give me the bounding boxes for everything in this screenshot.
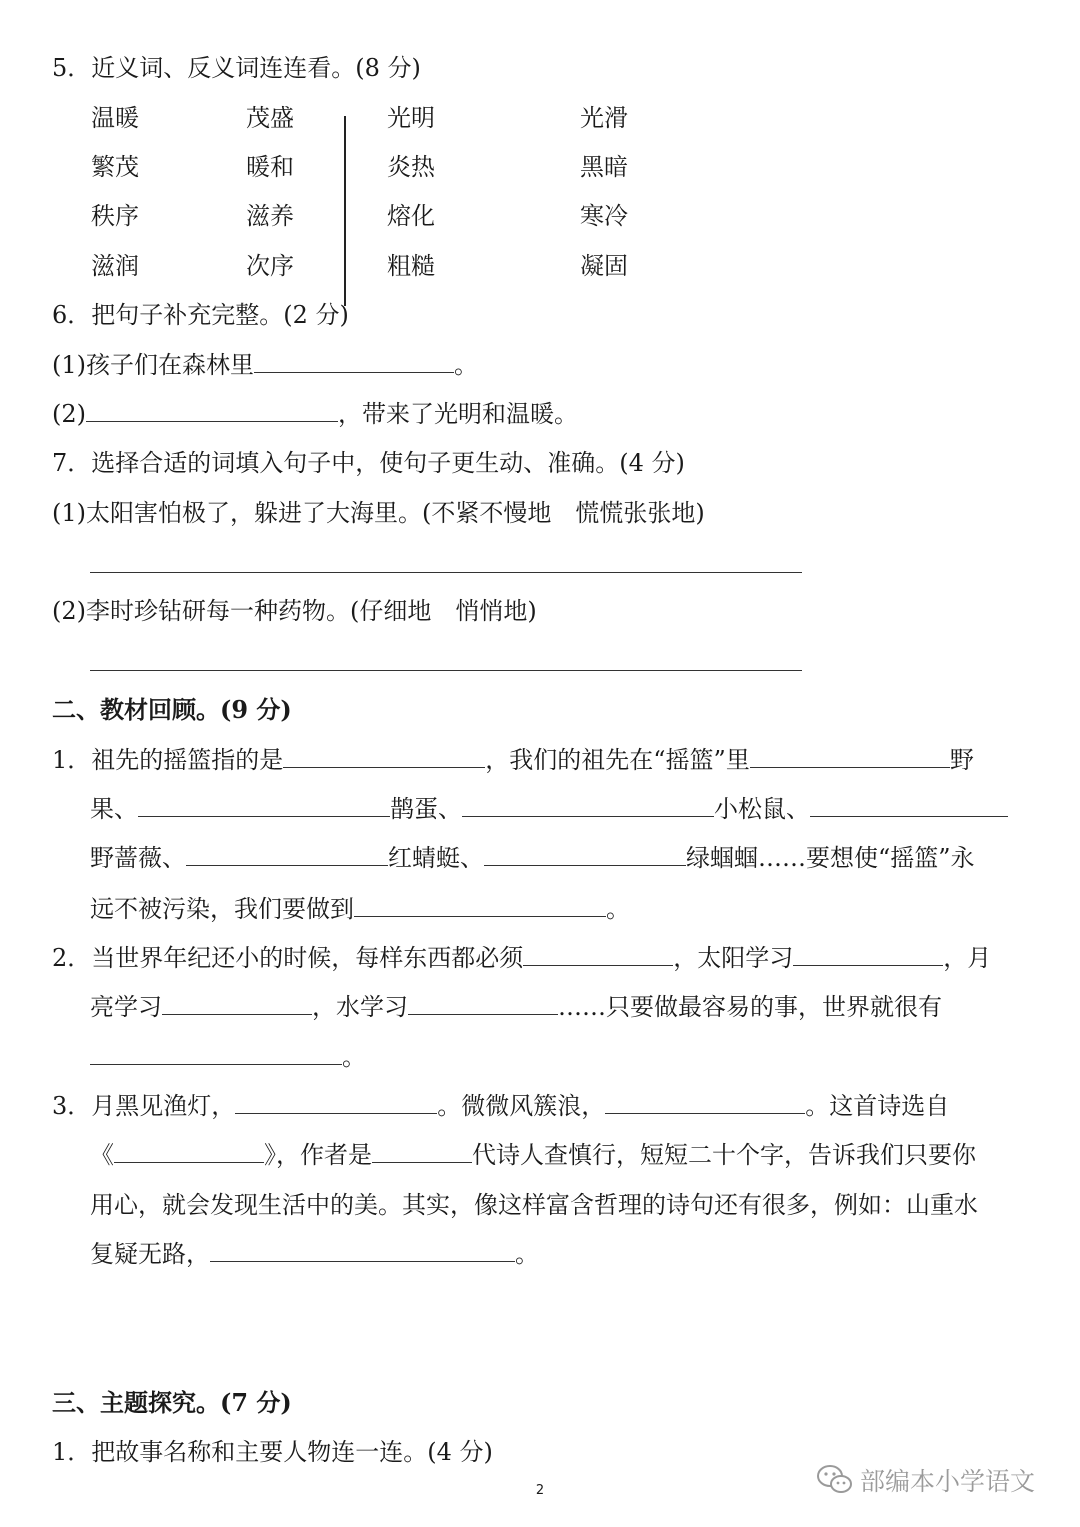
q5-word: 滋润	[91, 252, 139, 280]
wechat-icon	[816, 1464, 854, 1496]
text: ，太阳学习	[673, 944, 794, 972]
s2-q1-line4	[90, 894, 630, 924]
q5-word: 暖和	[246, 153, 294, 181]
section3-heading: 三、主题探究。(7 分)	[52, 1388, 292, 1417]
q5-word: 滋养	[246, 202, 294, 230]
answer-blank[interactable]	[90, 1042, 342, 1065]
text: 野	[949, 746, 974, 774]
s2-q1-line3	[90, 843, 975, 873]
s2-q2-line3	[90, 1042, 366, 1072]
q6-s1-end: 。	[454, 351, 478, 379]
s2-q3-line2	[90, 1140, 976, 1170]
text: 《	[90, 1141, 114, 1169]
text: 鹊蛋、	[390, 795, 462, 823]
answer-blank[interactable]	[605, 1091, 805, 1114]
section2-heading: 二、教材回顾。(9 分)	[52, 695, 292, 724]
s2-q1-line2	[90, 794, 1008, 824]
answer-line[interactable]	[90, 670, 802, 671]
s3-q1: 1．把故事名称和主要人物连一连。(4 分)	[52, 1438, 493, 1466]
text: ，月	[943, 944, 992, 972]
q5-word: 黑暗	[580, 153, 628, 181]
answer-blank[interactable]	[750, 745, 950, 768]
text: 远不被污染，我们要做到	[90, 895, 354, 923]
text: 红蜻蜓、	[388, 844, 484, 872]
text: 。	[606, 895, 630, 923]
answer-blank[interactable]	[114, 1140, 264, 1163]
text: 。	[515, 1240, 539, 1268]
s2-q2-line1	[52, 943, 991, 973]
q5-title: 5．近义词、反义词连连看。(8 分)	[52, 54, 421, 82]
q6-sentence-2	[52, 399, 578, 429]
answer-blank[interactable]	[408, 992, 558, 1015]
q7-sentence-1: (1)太阳害怕极了，躲进了大海里。(不紧不慢地 慌慌张张地)	[52, 499, 705, 527]
answer-blank[interactable]	[254, 350, 454, 373]
q5-word: 熔化	[387, 202, 435, 230]
answer-blank[interactable]	[162, 992, 312, 1015]
s2-q1-line1	[52, 745, 974, 775]
answer-blank[interactable]	[810, 794, 1008, 817]
answer-blank[interactable]	[283, 745, 485, 768]
text: 3．月黑见渔灯，	[52, 1092, 236, 1120]
q5-word: 光滑	[580, 104, 628, 132]
q5-word: 温暖	[91, 104, 139, 132]
q7-title: 7．选择合适的词填入句子中，使句子更生动、准确。(4 分)	[52, 449, 685, 477]
answer-blank[interactable]	[354, 894, 606, 917]
answer-blank[interactable]	[210, 1239, 515, 1262]
text: 复疑无路，	[90, 1240, 210, 1268]
text: ，我们的祖先在“摇篮”里	[485, 746, 750, 774]
q6-s1-text: (1)孩子们在森林里	[52, 351, 254, 379]
q6-s2-text: ，带来了光明和温暖。	[338, 400, 578, 428]
text: 》，作者是	[264, 1141, 372, 1169]
answer-blank[interactable]	[235, 1091, 437, 1114]
q5-word: 寒冷	[580, 202, 628, 230]
text: 。微微风簇浪，	[437, 1092, 606, 1120]
s2-q3-line4	[90, 1239, 539, 1269]
q5-word: 秩序	[91, 202, 139, 230]
s2-q3-line1	[52, 1091, 949, 1121]
q5-word: 凝固	[580, 252, 628, 280]
answer-blank[interactable]	[86, 399, 338, 422]
answer-blank[interactable]	[462, 794, 714, 817]
q7-sentence-2: (2)李时珍钻研每一种药物。(仔细地 悄悄地)	[52, 597, 537, 625]
text: ，水学习	[312, 993, 408, 1021]
watermark-text: 部编本小学语文	[860, 1467, 1036, 1496]
answer-line[interactable]	[90, 572, 802, 573]
answer-blank[interactable]	[484, 843, 686, 866]
q5-word: 繁茂	[91, 153, 139, 181]
text: 1．祖先的摇篮指的是	[52, 746, 284, 774]
watermark	[816, 1460, 1035, 1500]
answer-blank[interactable]	[372, 1140, 472, 1163]
text: 野蔷薇、	[90, 844, 186, 872]
s2-q3-line3: 用心，就会发现生活中的美。其实，像这样富含哲理的诗句还有很多，例如：山重水	[90, 1191, 978, 1219]
text: 代诗人查慎行，短短二十个字，告诉我们只要你	[472, 1141, 976, 1169]
answer-blank[interactable]	[186, 843, 388, 866]
text: ……只要做最容易的事，世界就很有	[558, 993, 942, 1021]
text: 果、	[90, 795, 138, 823]
q5-word: 粗糙	[387, 252, 435, 280]
page-number: 2	[535, 1483, 545, 1498]
q5-word: 次序	[246, 252, 294, 280]
q6-s2-num: (2)	[52, 400, 86, 428]
q6-sentence-1	[52, 350, 478, 380]
q5-divider-line	[344, 116, 346, 306]
q6-title: 6．把句子补充完整。(2 分)	[52, 301, 349, 329]
text: 。	[342, 1043, 366, 1071]
text: 2．当世界年纪还小的时候，每样东西都必须	[52, 944, 524, 972]
text: 小松鼠、	[714, 795, 810, 823]
q5-word: 光明	[387, 104, 435, 132]
s2-q2-line2	[90, 992, 942, 1022]
text: 亮学习	[90, 993, 162, 1021]
answer-blank[interactable]	[138, 794, 390, 817]
q5-word: 炎热	[387, 153, 435, 181]
q5-word: 茂盛	[246, 104, 294, 132]
text: 绿蝈蝈……要想使“摇篮”永	[686, 844, 975, 872]
answer-blank[interactable]	[523, 943, 673, 966]
text: 。这首诗选自	[805, 1092, 950, 1120]
answer-blank[interactable]	[793, 943, 943, 966]
